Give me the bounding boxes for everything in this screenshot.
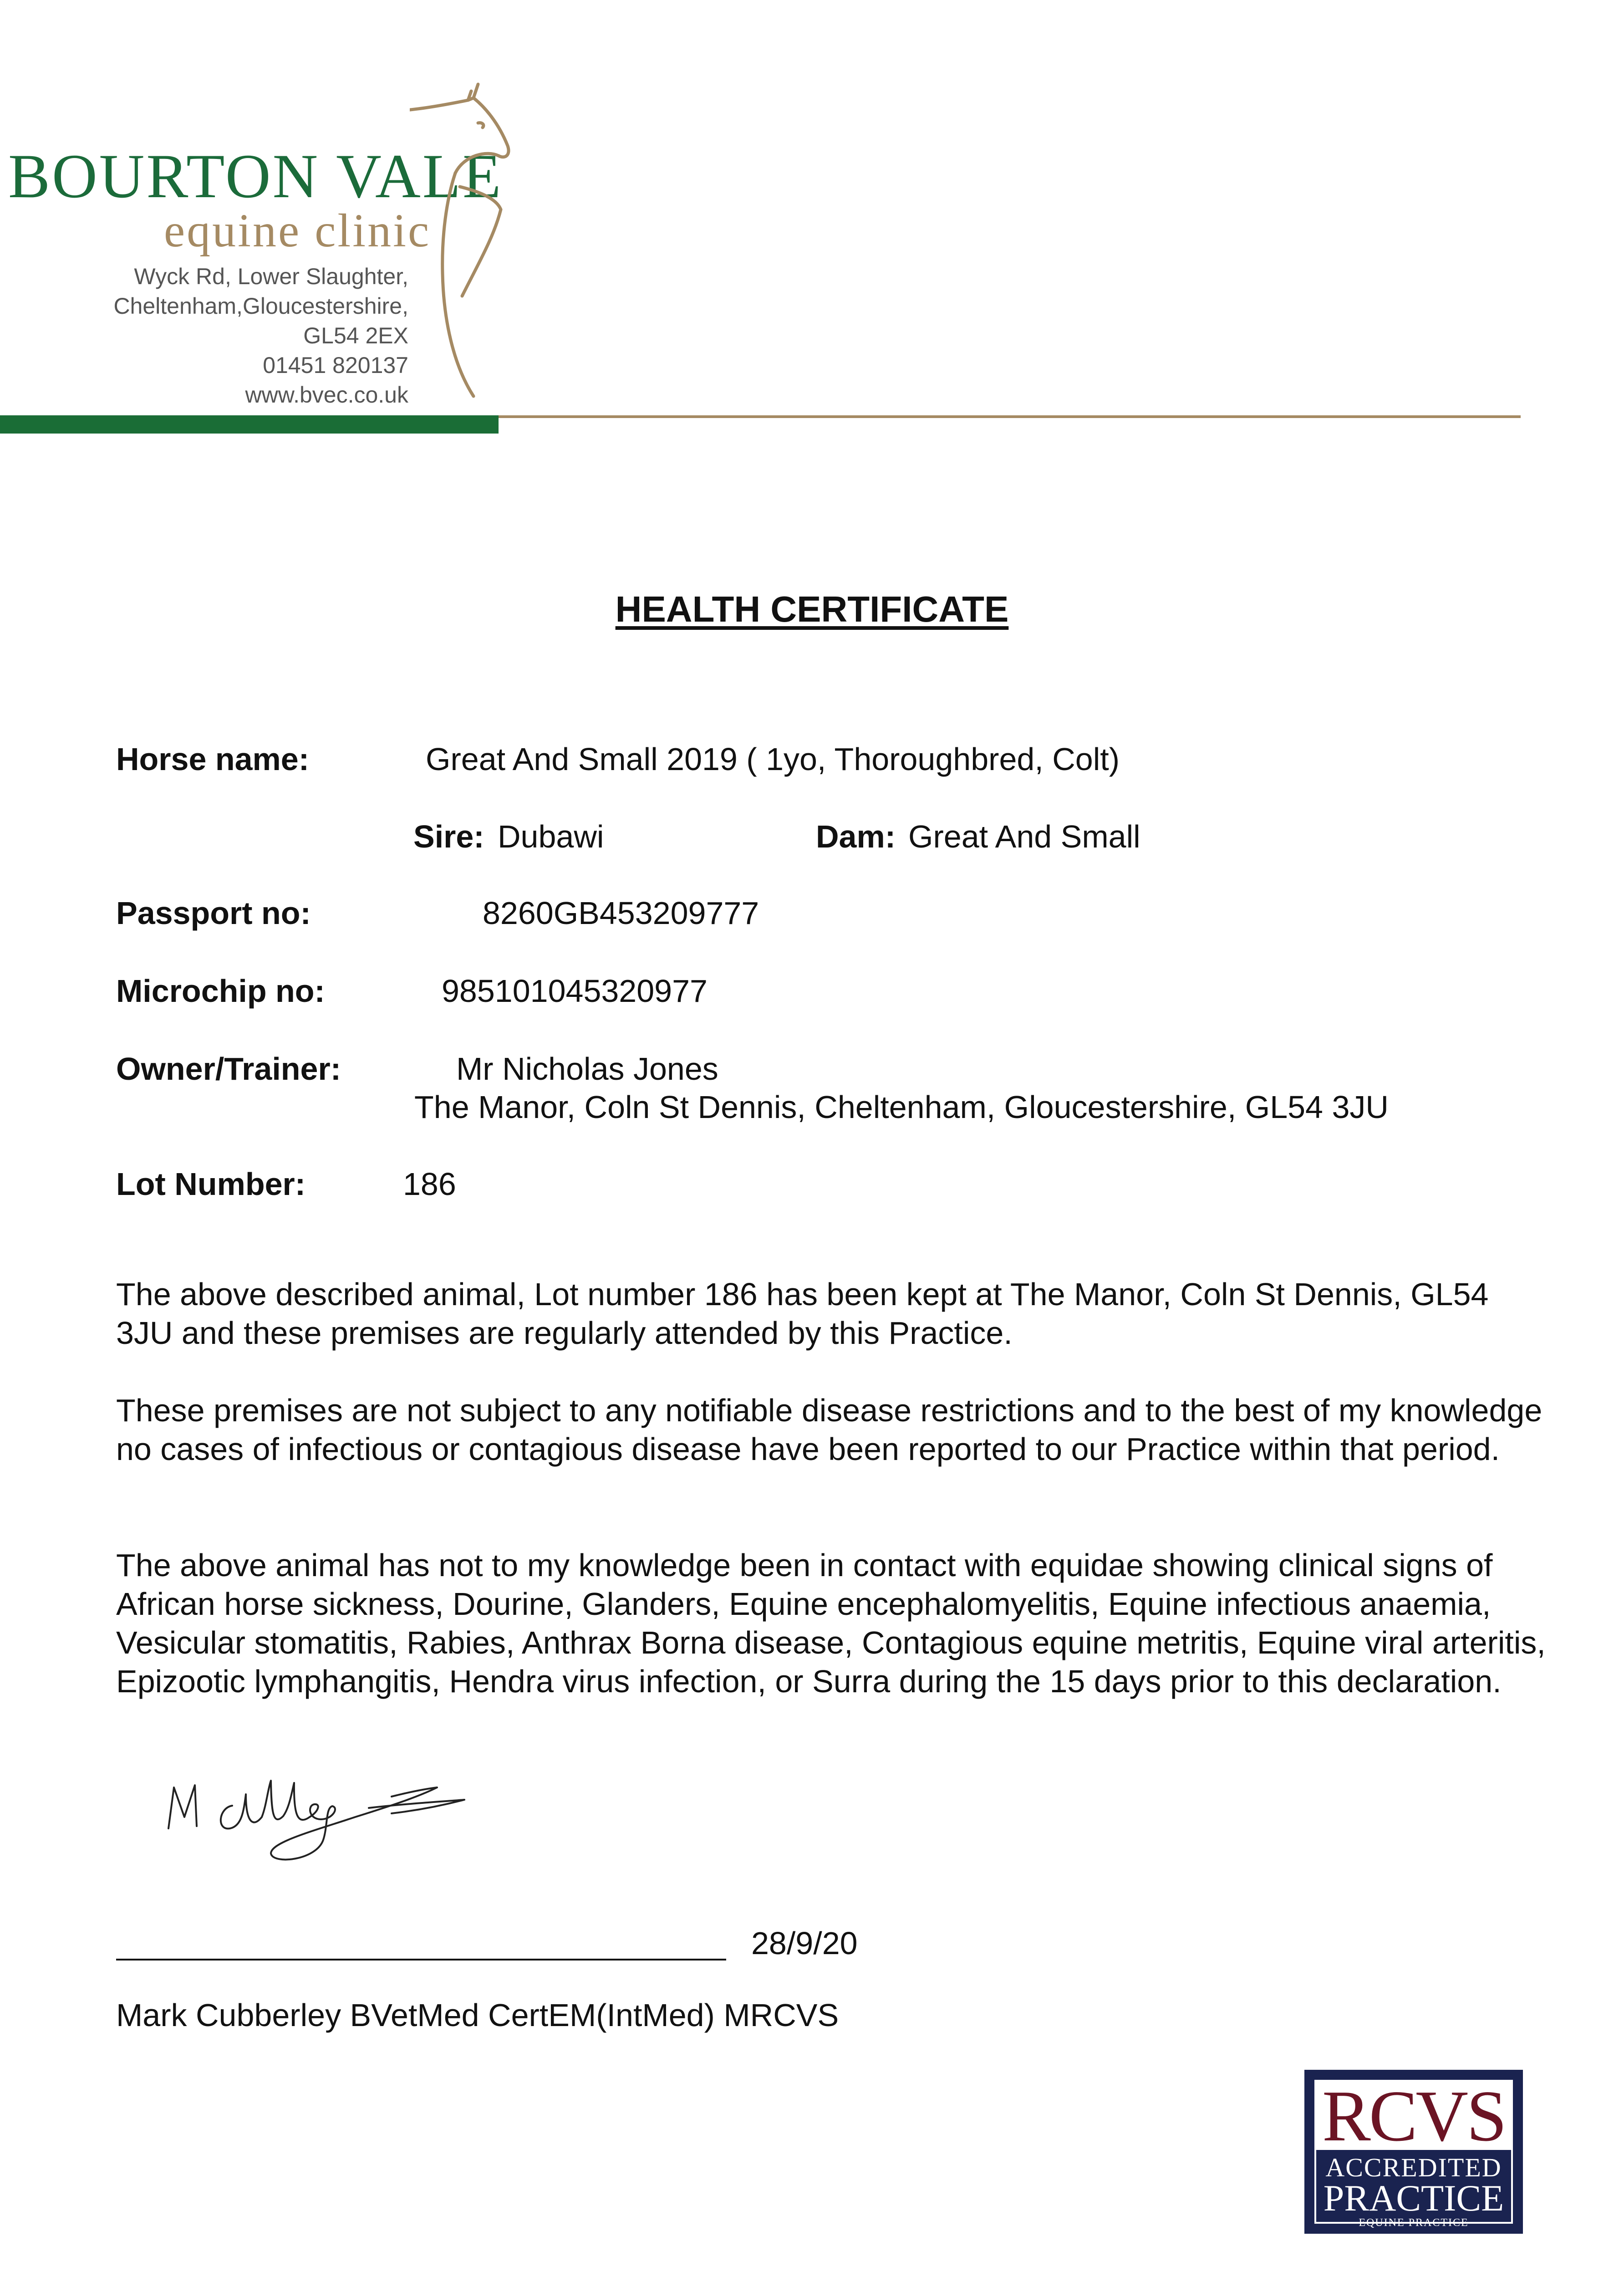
disease-restrictions-paragraph: These premises are not subject to any notifiable disease restrictions and to the best of my knowledge no cases of infectious or contagious disease have been reported to our Practice within that period. xyxy=(116,1393,1543,1467)
badge-accredited-text: ACCREDITED xyxy=(1325,2153,1502,2182)
rcvs-accredited-badge xyxy=(1304,2070,1523,2234)
header-rule-green xyxy=(0,415,499,434)
address-line-3: GL54 2EX xyxy=(303,323,408,348)
horse-head-logo-icon xyxy=(410,82,542,401)
horse-name-label: Horse name: xyxy=(116,741,310,777)
clinic-website: www.bvec.co.uk xyxy=(245,382,408,408)
signatory-name: Mark Cubberley BVetMed CertEM(IntMed) MRCVS xyxy=(116,1997,839,2033)
signature-date: 28/9/20 xyxy=(751,1925,858,1961)
owner-address-value: The Manor, Coln St Dennis, Cheltenham, Gloucestershire, GL54 3JU xyxy=(414,1089,1389,1125)
horse-name-value: Great And Small 2019 ( 1yo, Thoroughbred, Colt) xyxy=(426,741,1120,777)
sire-label: Sire: xyxy=(413,819,484,854)
passport-label: Passport no: xyxy=(116,895,311,931)
dam-value: Great And Small xyxy=(908,819,1140,854)
handwritten-signature xyxy=(164,1762,473,1867)
clinic-logo-subtitle: equine clinic xyxy=(164,204,431,257)
dam-label: Dam: xyxy=(816,819,896,854)
signature-line xyxy=(116,1959,726,1960)
sire-value: Dubawi xyxy=(498,819,604,854)
premises-paragraph: The above described animal, Lot number 186 has been kept at The Manor, Coln St Dennis, GL54 3JU and these premises are regularly attended by this Practice. xyxy=(116,1276,1489,1351)
address-line-2: Cheltenham,Gloucestershire, xyxy=(113,293,408,319)
lot-number-label: Lot Number: xyxy=(116,1166,306,1202)
badge-equine-practice-text: EQUINE PRACTICE xyxy=(1359,2217,1469,2229)
microchip-label: Microchip no: xyxy=(116,973,325,1009)
clinic-phone: 01451 820137 xyxy=(263,352,408,378)
owner-name-value: Mr Nicholas Jones xyxy=(456,1051,718,1087)
clinic-logo-name: BOURTON VALE xyxy=(8,141,503,211)
badge-rcvs-text: RCVS xyxy=(1316,2082,1511,2150)
badge-frame xyxy=(1314,2075,1513,2229)
contact-declaration-paragraph: The above animal has not to my knowledge been in contact with equidae showing clinical signs of African horse sickness, Dourine, Glanders, Equine encephalomyelitis, Equine infectious anaemia, Vesicular stomatitis, Rabies, Anthrax Borna disease, Contagious equine metritis, Equine viral arteritis, Epizootic lymphangitis, Hendra virus infection, or Surra during the 15 days prior to this declaration. xyxy=(116,1547,1546,1699)
owner-trainer-label: Owner/Trainer: xyxy=(116,1051,341,1087)
address-line-1: Wyck Rd, Lower Slaughter, xyxy=(134,264,408,289)
badge-practice-text: PRACTICE xyxy=(1323,2177,1504,2219)
lot-number-value: 186 xyxy=(403,1166,456,1202)
microchip-value: 985101045320977 xyxy=(442,973,708,1009)
passport-value: 8260GB453209777 xyxy=(483,895,759,931)
certificate-title: HEALTH CERTIFICATE xyxy=(615,589,1009,629)
header-rule-gold xyxy=(499,415,1521,418)
